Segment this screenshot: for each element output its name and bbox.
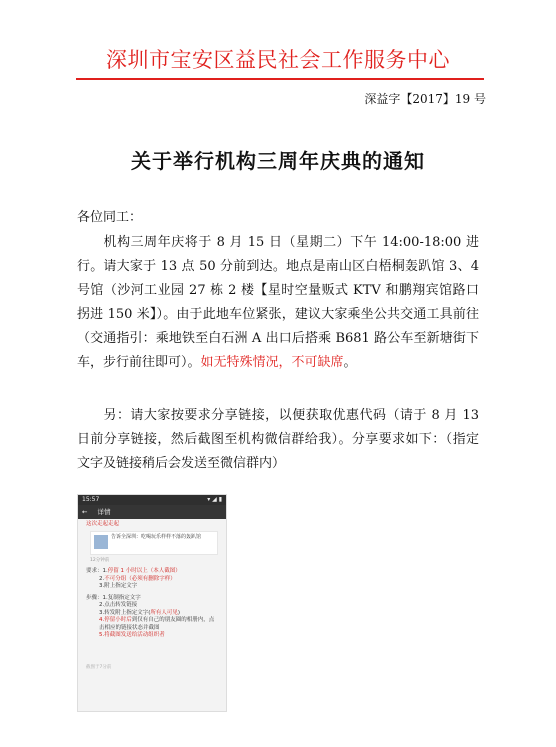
app-bar-title: 详情 [97,508,111,516]
step5-text: 5.将截图发送给活动组织者 [99,632,165,638]
step3-text: 3.转发附上指定文字( [99,609,151,616]
req1-text: 停留 1 小时以上（本人截图） [107,568,181,574]
step3-end: ) [177,609,181,616]
card-text: 告诉全深圳：吃喝玩乐样样不落的轰趴馆 [111,533,202,540]
phone-status-bar [78,495,226,505]
paragraph-event-end: 。 [343,355,357,370]
req3-text: 3.附上指定文字 [99,583,138,589]
attendance-emphasis: 如无特殊情况，不可缺席 [200,355,344,370]
paragraph-event-details [77,231,479,375]
back-arrow-icon: ← [82,508,88,516]
step1-text: 1.复制指定文字 [102,594,141,601]
req2-prefix: 2. [99,575,105,582]
requirements-label: 要求： [86,568,103,574]
step4-text: 到仅有自己的朋友圈的相册内，点击相应的链接状态并截图 [99,617,215,631]
phone-content [78,519,226,673]
steps-label: 步骤： [86,594,103,601]
req1-prefix: 1. [102,568,108,574]
screenshot-footer: 截图于7分前 [86,664,112,670]
organization-title: 深圳市宝安区益民社会工作服务中心 [106,48,450,72]
phone-screenshot [77,494,227,712]
header-red-rule [76,78,484,80]
steps-section [86,595,218,640]
share-header: 这次走起走起 [86,521,120,527]
paragraph-share-instructions [77,404,479,476]
card-time: 12分钟前 [90,557,110,563]
salutation: 各位同工： [77,210,143,225]
step3-emphasis: 所有人可见 [150,609,178,616]
step2-text: 2.点击转发链接 [99,602,138,608]
phone-app-bar [78,505,226,519]
notice-title: 关于举行机构三周年庆典的通知 [131,149,425,173]
req2-text: 不可分组（必须有删除字样） [104,575,176,582]
paragraph-event-text: 机构三周年庆将于 8 月 15 日（星期二）下午 14:00-18:00 进行。请大家于 13 点 50 分前到达。地点是南山区白梧桐轰趴馆 3、4 号馆（沙河工业园 27 栋 2 楼【星时空量贩式 KTV 和鹏翔宾馆路口拐进 150 米】）。由于此地车位紧张，建议大家乘坐公共交通工具前往（交通指引：乘地铁至白石洲 A 出口后搭乘 B681 路公车至新塘街下车，步行前往即可）。 [77,235,479,370]
paragraph-share-text: 另：请大家按要求分享链接，以便获取优惠代码（请于 8 月 13 日前分享链接，然后截图至机构微信群给我）。分享要求如下：（指定文字及链接稍后会发送至微信群内） [77,408,479,471]
status-time: 15:57 [82,496,100,503]
requirements-section [86,568,218,591]
shared-link-card [90,531,218,555]
document-number: 深益字【2017】19 号 [364,92,486,106]
step4-emphasis: 4.停留小时后 [99,617,132,623]
card-thumbnail-image [94,535,108,549]
status-icons: ▾ ◢ ▮ [207,496,222,503]
